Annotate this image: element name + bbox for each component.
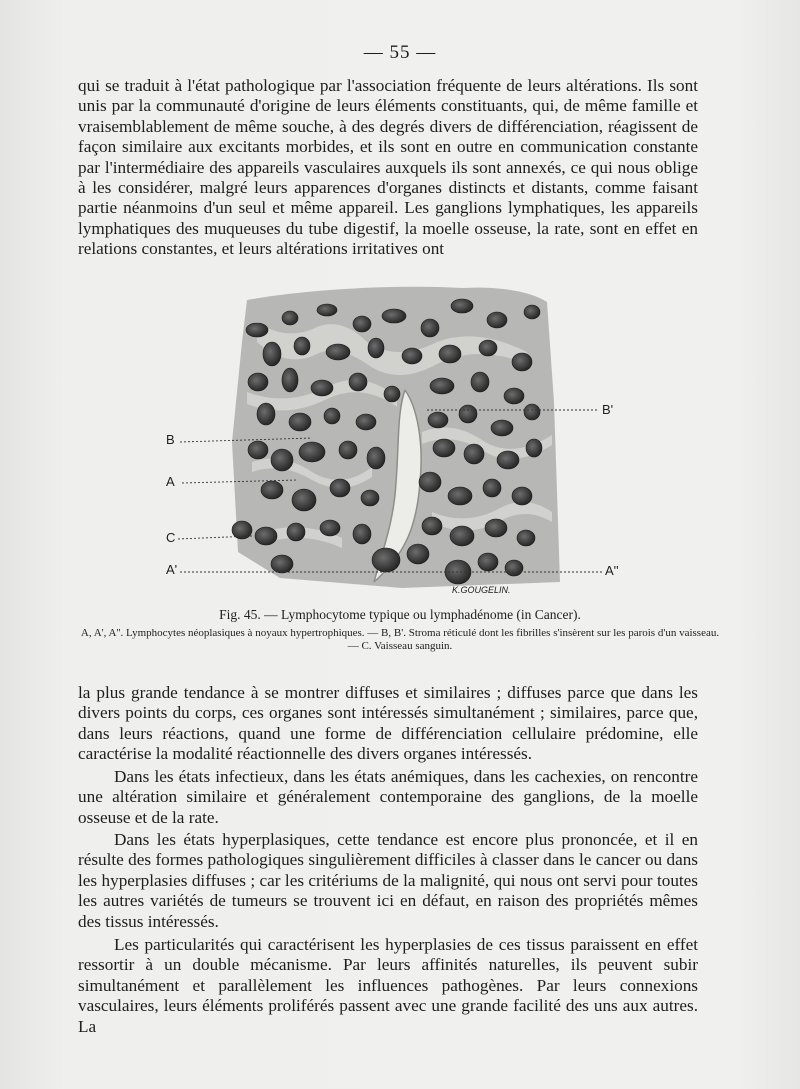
label-a-double-prime: A''	[605, 563, 619, 578]
illustrator-signature: K.GOUGELIN.	[452, 585, 511, 595]
label-b-prime: B'	[602, 402, 614, 417]
paragraph-5: Les particularités qui caractérisent les hyperplasies de ces tissus paraissent en effet ressortir à un double mécanisme. Par leurs affinités naturelles, ils peuvent subir simultanément et parallèlement les influences pathogènes. Par leurs connexions vasculaires, leurs éléments proliférés passent avec une grande facilité des uns aux autres. La	[78, 935, 698, 1036]
label-a: A	[166, 474, 175, 489]
figure-caption-legend: A, A', A''. Lymphocytes néoplasiques à noyaux hypertrophiques. — B, B'. Stroma réticulé dont les fibrilles s'insèrent sur les parois d'un vaisseau. — C. Vaisseau sanguin.	[80, 627, 720, 652]
paragraph-1: qui se traduit à l'état pathologique par l'association fréquente de leurs altérations. Ils sont unis par la communauté d'origine de leurs éléments constituants, qui, de même famille et vraisemblablement de même souche, à des degrés divers de différenciation, réagissent de façon similaire aux excitants morbides, et ils sont en outre en communication constante par l'intermédiaire des appareils vasculaires auxquels ils sont annexés, ce qui nous oblige à les considérer, malgré leurs apparences d'organes distincts et distants, comme faisant partie néanmoins d'un seul et même appareil. Les ganglions lymphatiques, les appareils lymphatiques des muqueuses du tube digestif, la moelle osseuse, la rate, sont en effet en relations constantes, et leurs altérations irritatives ont	[78, 76, 698, 259]
label-b: B	[166, 432, 175, 447]
figure-caption-title: Fig. 45. — Lymphocytome typique ou lymphadénome (in Cancer).	[219, 607, 581, 622]
paragraph-4: Dans les états hyperplasiques, cette tendance est encore plus prononcée, et il en résulte des formes pathologiques singulièrement difficiles à classer dans le cancer ou dans les hyperplasies diffuses ; car les critériums de la malignité, qui nous ont servi pour toutes les autres variétés de tumeurs se trouvent ici en défaut, en raison des propriétés mêmes des tissus intéressés.	[78, 830, 698, 931]
label-c: C	[166, 530, 176, 545]
histology-figure	[162, 282, 638, 604]
paragraph-2: la plus grande tendance à se montrer diffuses et similaires ; diffuses parce que dans les divers points du corps, ces organes sont intéressés simultanément ; similaires, parce que, dans leurs réactions, quand une forme de différenciation cellulaire prédomine, elle caractérise la modalité réactionnelle des divers organes intéressés.	[78, 683, 698, 764]
label-a-prime: A'	[166, 562, 178, 577]
histology-illustration	[162, 282, 638, 604]
page-number: — 55 —	[363, 42, 437, 63]
paragraph-3: Dans les états infectieux, dans les états anémiques, dans les cachexies, on rencontre une altération similaire et généralement contemporaine des ganglions, de la moelle osseuse et de la rate.	[78, 767, 698, 827]
